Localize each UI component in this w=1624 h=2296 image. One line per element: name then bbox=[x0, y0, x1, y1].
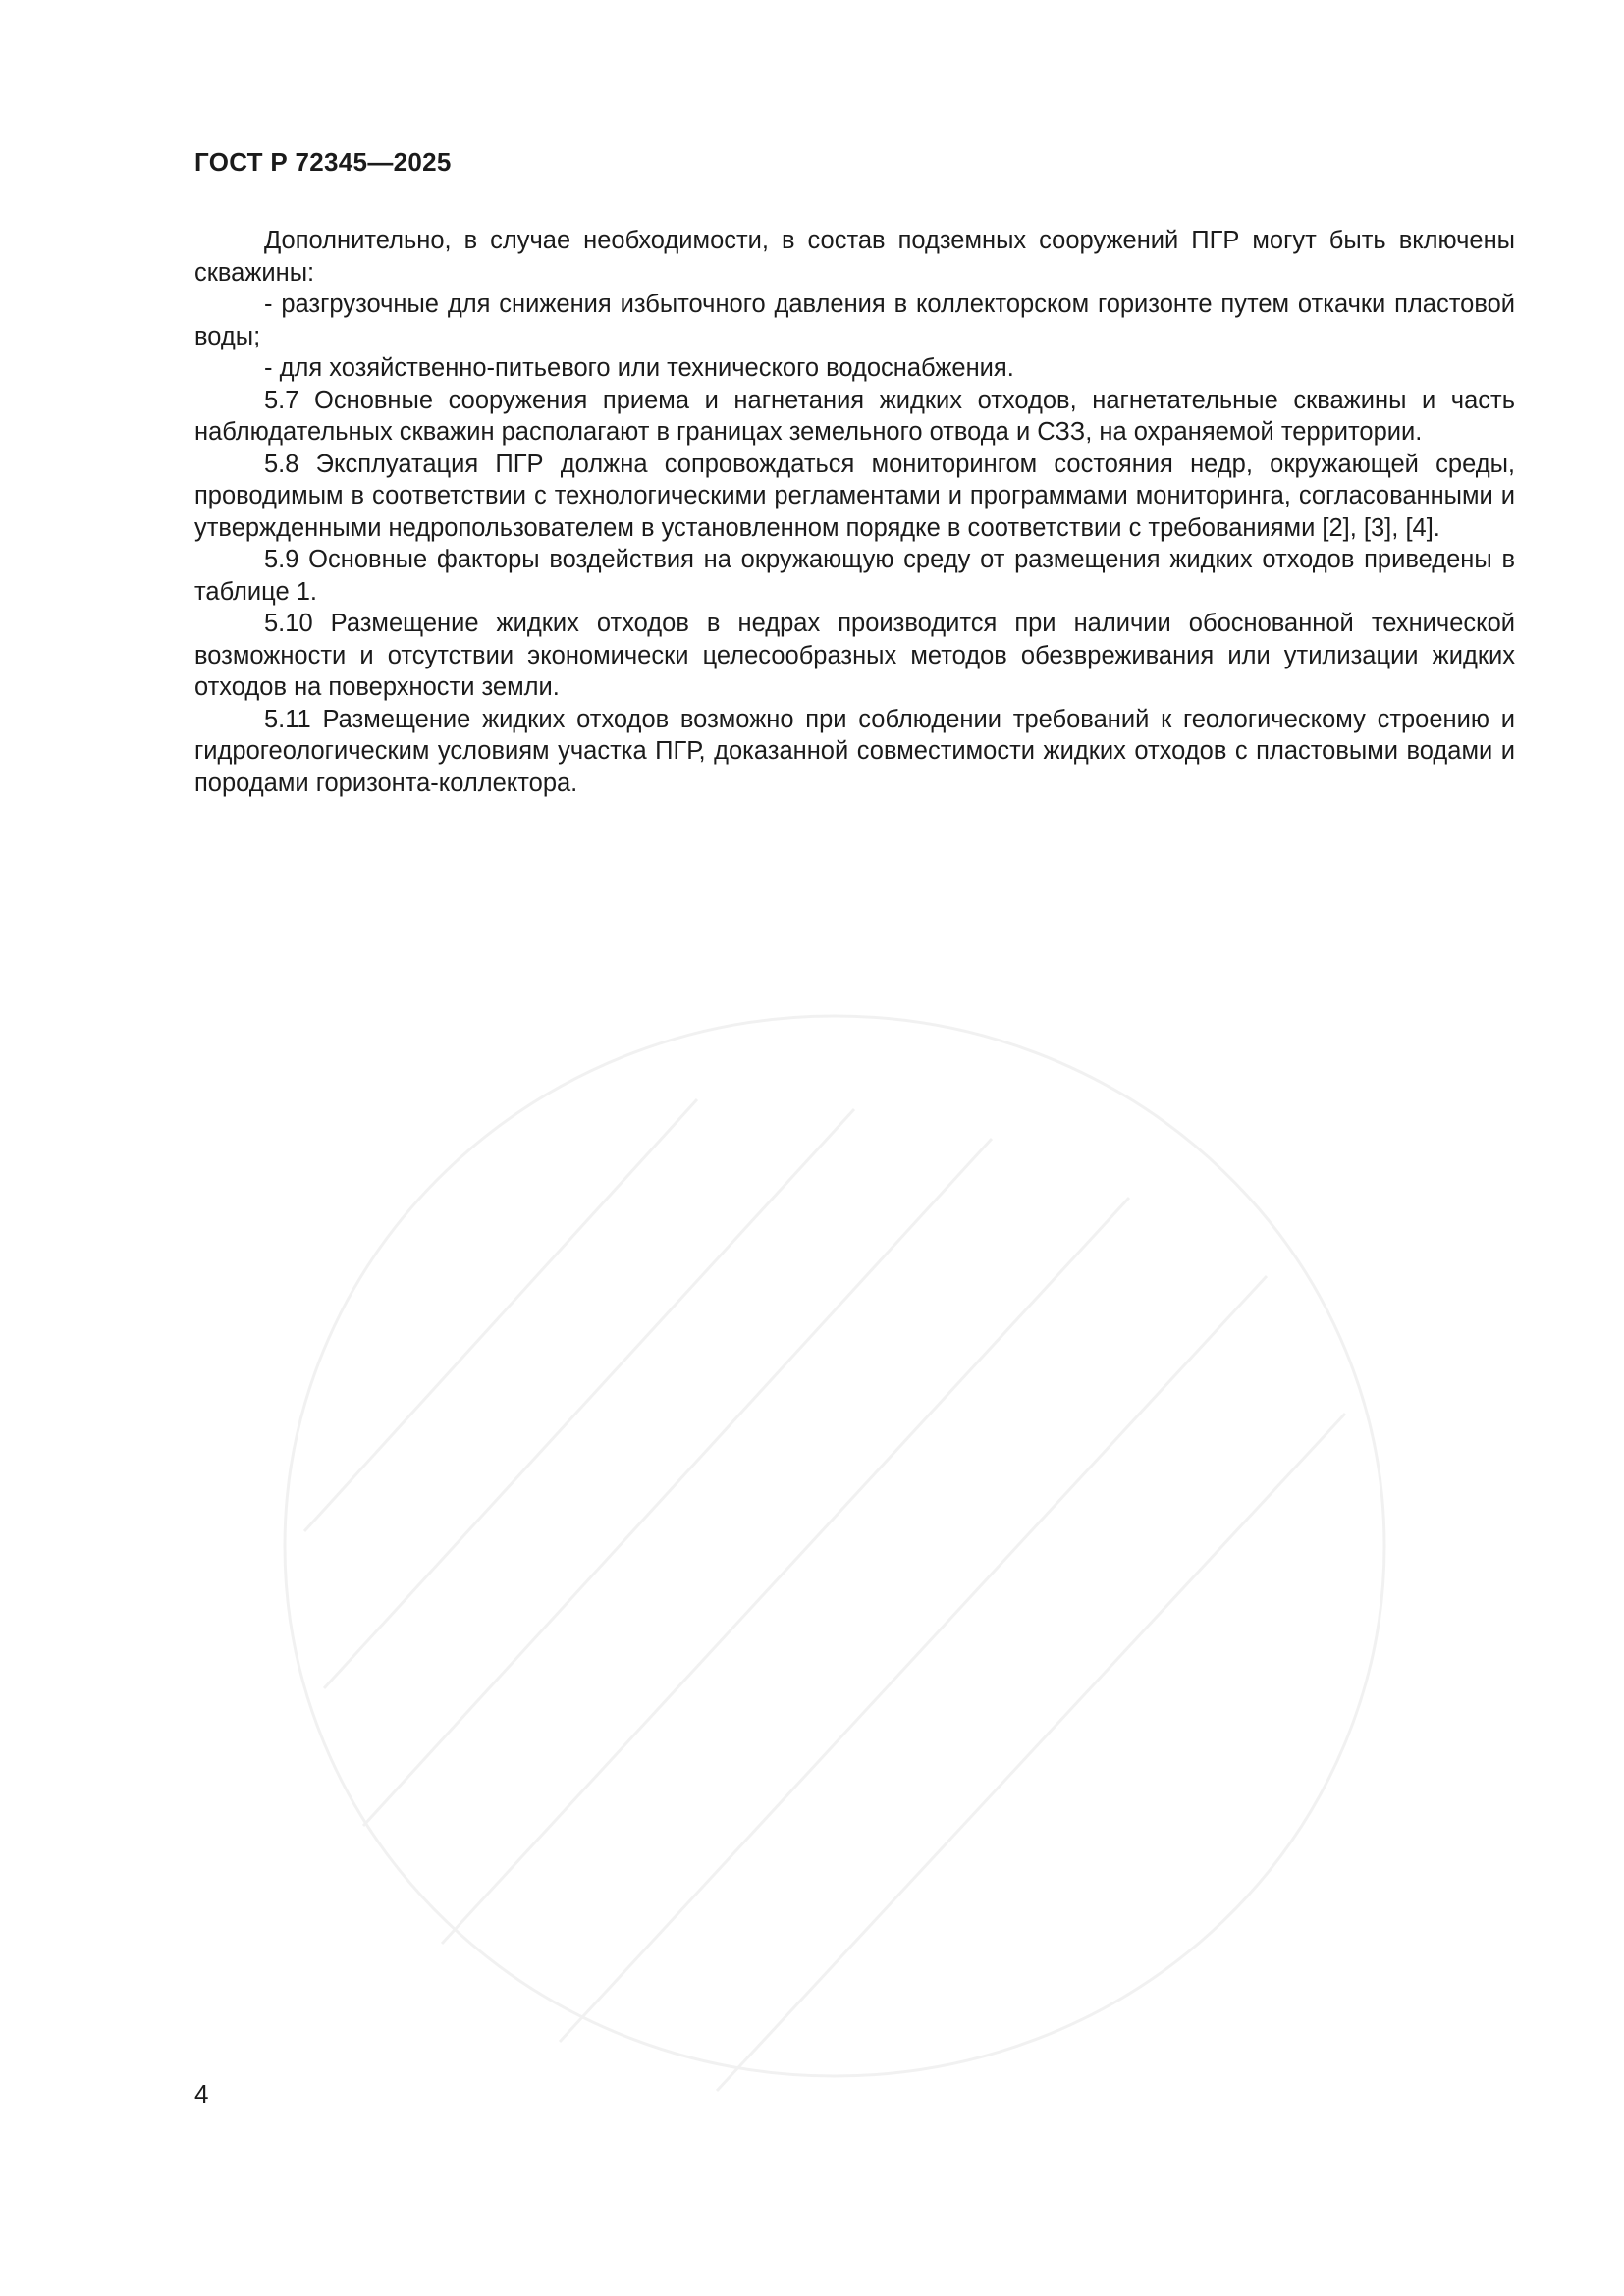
document-header: ГОСТ Р 72345—2025 bbox=[194, 147, 452, 177]
paragraph-5-8: 5.8 Эксплуатация ПГР должна сопровождаться мониторингом состояния недр, окружающей среды, проводимым в соответствии с технологическими регламентами и программами мониторинга, согласованными и утвержденными недропользователем в установленном порядке в соответствии с требованиями [2], [3], [4]. bbox=[194, 450, 1515, 542]
paragraph-5-10: 5.10 Размещение жидких отходов в недрах производится при наличии обоснованной технической возможности и отсутствии экономически целесообразных методов обезвреживания или утилизации жидких отходов на поверхности земли. bbox=[194, 610, 1515, 701]
paragraph-5-9: 5.9 Основные факторы воздействия на окружающую среду от размещения жидких отходов приведены в таблице 1. bbox=[194, 546, 1515, 606]
paragraph-5-11: 5.11 Размещение жидких отходов возможно при соблюдении требований к геологическому строению и гидрогеологическим условиям участка ПГР, доказанной совместимости жидких отходов с пластовыми водами и породами горизонта-коллектора. bbox=[194, 705, 1515, 797]
document-body bbox=[194, 225, 1515, 799]
page-number: 4 bbox=[194, 2079, 209, 2109]
list-item-water-supply-wells: - для хозяйственно-питьевого или технического водоснабжения. bbox=[264, 354, 1014, 382]
paragraph-additional-wells: Дополнительно, в случае необходимости, в состав подземных сооружений ПГР могут быть включены скважины: bbox=[194, 227, 1515, 287]
paragraph-5-7: 5.7 Основные сооружения приема и нагнетания жидких отходов, нагнетательные скважины и часть наблюдательных скважин располагают в границах земельного отвода и СЗЗ, на охраняемой территории. bbox=[194, 386, 1515, 446]
background-watermark bbox=[245, 982, 1424, 2110]
list-item-discharge-wells: - разгрузочные для снижения избыточного давления в коллекторском горизонте путем откачки пластовой воды; bbox=[194, 291, 1515, 350]
